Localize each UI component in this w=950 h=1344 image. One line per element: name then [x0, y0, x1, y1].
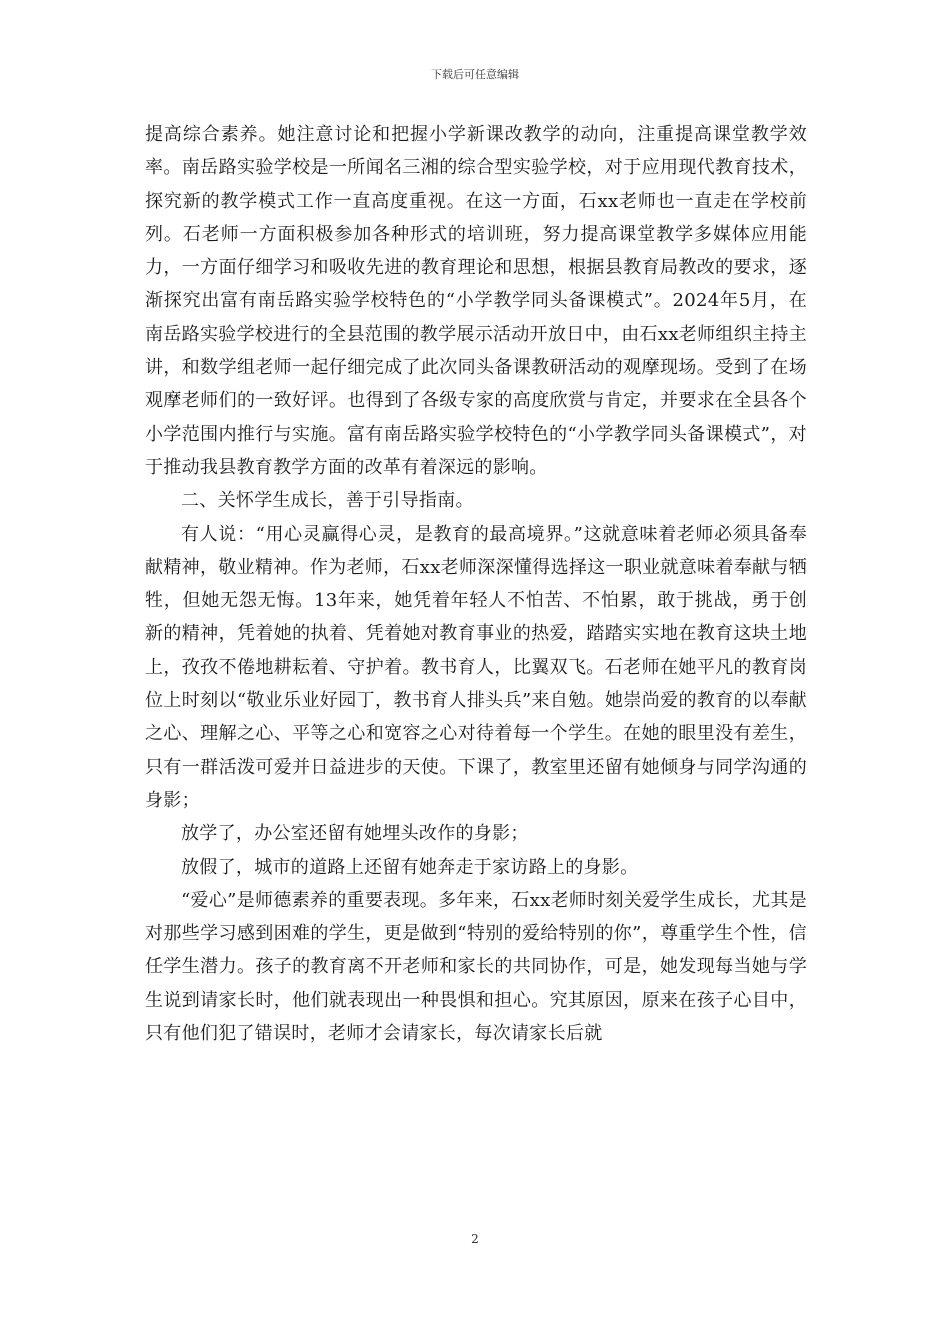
section-heading: 二、关怀学生成长，善于引导指南。 [181, 490, 474, 512]
paragraph-3: 有人说：“用心灵赢得心灵，是教育的最高境界。”这就意味着老师必须具备奉献精神，敬业精神。作为老师，石xx老师深深懂得选择这一职业就意味着奉献与牺牲，但她无怨无悔。13年来，她凭着年轻人不怕苦、不怕累，敢于挑战，勇于创新的精神，凭着她的执着、凭着她对教育事业的热爱，踏踏实实地在教育这块土地上，孜孜不倦地耕耘着、守护着。教书育人，比翼双飞。石老师在她平凡的教育岗位上时刻以“敬业乐业好园丁，教书育人排头兵”来自勉。她崇尚爱的教育的以奉献之心、理解之心、平等之心和宽容之心对待着每一个学生。在她的眼里没有差生，只有一群活泼可爱并日益进步的天使。下课了，教室里还留有她倾身与同学沟通的身影； [145, 523, 807, 811]
paragraph-6: “爱心”是师德素养的重要表现。多年来，石xx老师时刻关爱学生成长，尤其是对那些学习感到困难的学生，更是做到“特别的爱给特别的你”，尊重学生个性，信任学生潜力。孩子的教育离不开老师和家长的共同协作，可是，她发现每当她与学生说到请家长时，他们就表现出一种畏惧和担心。究其原因，原来在孩子心目中，只有他们犯了错误时，老师才会请家长，每次请家长后就 [145, 889, 807, 1045]
page-number: 2 [471, 1232, 479, 1246]
document-body [145, 118, 807, 1050]
paragraph-5: 放假了，城市的道路上还留有她奔走于家访路上的身影。 [181, 856, 639, 878]
paragraph-1: 提高综合素养。她注意讨论和把握小学新课改教学的动向，注重提高课堂教学效率。南岳路实验学校是一所闻名三湘的综合型实验学校，对于应用现代教育技术，探究新的教学模式工作一直高度重视。在这一方面，石xx老师也一直走在学校前列。石老师一方面积极参加各种形式的培训班，努力提高课堂教学多媒体应用能力，一方面仔细学习和吸收先进的教育理论和思想，根据县教育局教改的要求，逐渐探究出富有南岳路实验学校特色的“小学教学同头备课模式”。2024年5月，在南岳路实验学校进行的全县范围的教学展示活动开放日中，由石xx老师组织主持主讲，和数学组老师一起仔细完成了此次同头备课教研活动的观摩现场。受到了在场观摩老师们的一致好评。也得到了各级专家的高度欣赏与肯定，并要求在全县各个小学范围内推行与实施。富有南岳路实验学校特色的“小学教学同头备课模式”，对于推动我县教育教学方面的改革有着深远的影响。 [145, 124, 807, 478]
paragraph-4: 放学了，办公室还留有她埋头改作的身影； [181, 823, 529, 845]
page-header: 下载后可任意编辑 [431, 68, 519, 81]
